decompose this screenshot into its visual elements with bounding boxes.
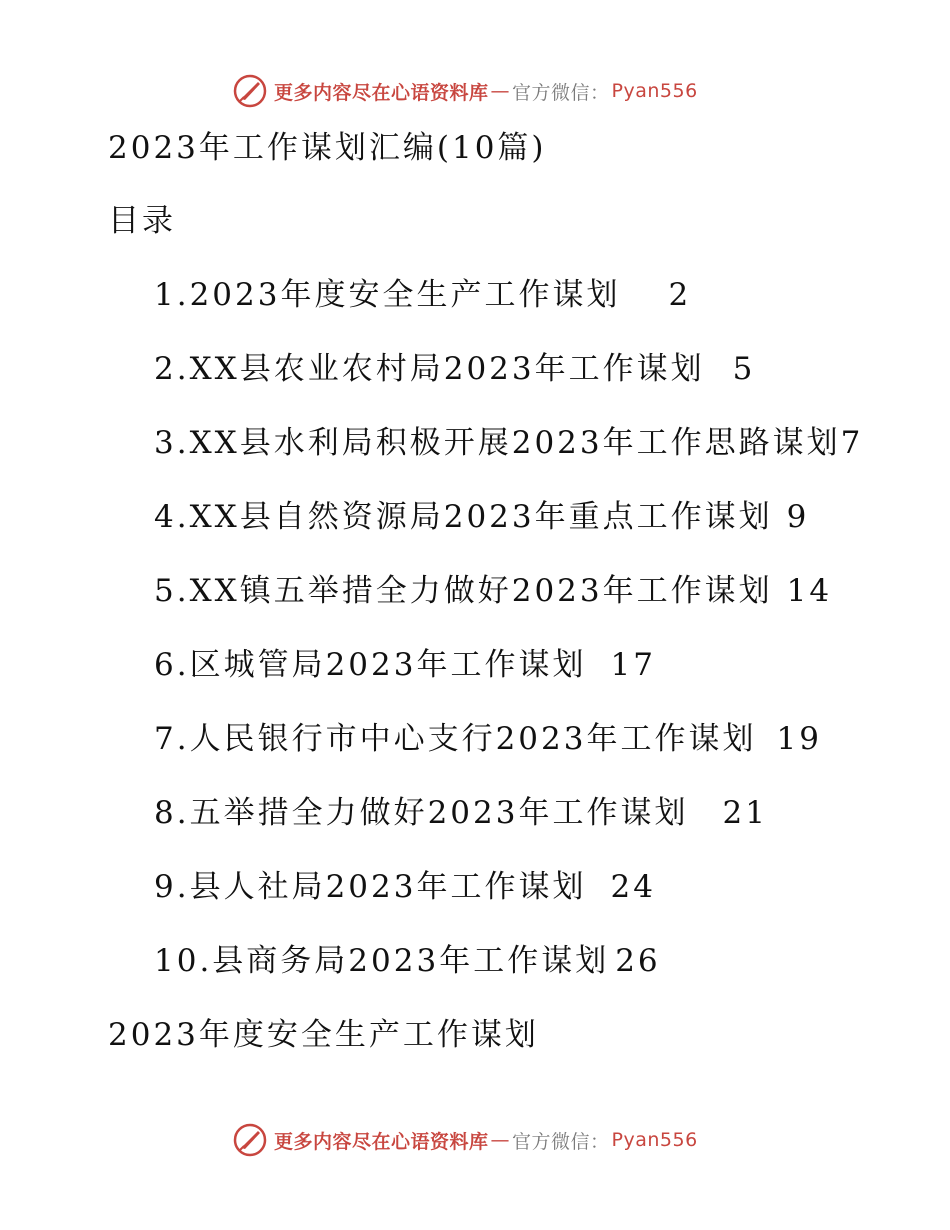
toc-item[interactable] [154, 497, 854, 571]
toc-item-label: 8.五举措全力做好2023年工作谋划 [154, 795, 689, 831]
toc-item-page: 24 [610, 869, 656, 905]
toc-item[interactable] [154, 571, 854, 645]
toc-item-label: 6.区城管局2023年工作谋划 [154, 647, 587, 683]
watermark-text: 更多内容尽在心语资料库 [274, 81, 489, 104]
watermark-wechat-id: Pyan556 [611, 80, 698, 102]
toc-item[interactable] [154, 719, 854, 793]
watermark-official: 官方微信： [512, 81, 610, 104]
watermark-header [232, 71, 698, 111]
toc-item[interactable] [154, 645, 854, 719]
toc-item-label: 4.XX县自然资源局2023年重点工作谋划 [154, 499, 773, 535]
watermark-footer [232, 1120, 698, 1160]
toc-item-page: 7 [840, 425, 864, 461]
toc-item[interactable] [154, 941, 854, 1015]
toc-item-page: 2 [668, 277, 692, 313]
watermark-text: 更多内容尽在心语资料库 [274, 1130, 489, 1153]
toc-item-page: 19 [776, 721, 822, 757]
toc-item[interactable] [154, 793, 854, 867]
toc-item-page: 14 [786, 573, 833, 609]
toc-item[interactable] [154, 275, 854, 349]
toc-item-page: 21 [722, 795, 768, 831]
toc-heading: 目录 [108, 203, 176, 239]
watermark-official: 官方微信： [512, 1130, 610, 1153]
toc-item-page: 9 [786, 499, 810, 535]
toc-item-label: 1.2023年度安全生产工作谋划 [154, 277, 621, 313]
toc-item-page: 26 [615, 943, 661, 979]
toc-item-label: 10.县商务局2023年工作谋划 [154, 943, 610, 979]
watermark-dash: — [490, 80, 511, 102]
toc-item[interactable] [154, 349, 854, 423]
section-title: 2023年度安全生产工作谋划 [108, 1017, 539, 1053]
quill-logo-icon [232, 73, 268, 109]
toc-item[interactable] [154, 867, 854, 941]
toc-item-label: 2.XX县农业农村局2023年工作谋划 [154, 351, 705, 387]
table-of-contents [154, 275, 864, 1015]
toc-item-page: 17 [610, 647, 656, 683]
toc-item-label: 9.县人社局2023年工作谋划 [154, 869, 587, 905]
toc-item[interactable] [154, 423, 864, 497]
toc-item-page: 5 [732, 351, 756, 387]
quill-logo-icon [232, 1122, 268, 1158]
toc-item-label: 7.人民银行市中心支行2023年工作谋划 [154, 721, 757, 757]
watermark-wechat-id: Pyan556 [611, 1129, 698, 1151]
document-title: 2023年工作谋划汇编(10篇) [108, 130, 547, 166]
watermark-dash: — [490, 1129, 511, 1151]
toc-item-label: 3.XX县水利局积极开展2023年工作思路谋划 [154, 425, 841, 461]
toc-item-label: 5.XX镇五举措全力做好2023年工作谋划 [154, 573, 773, 609]
